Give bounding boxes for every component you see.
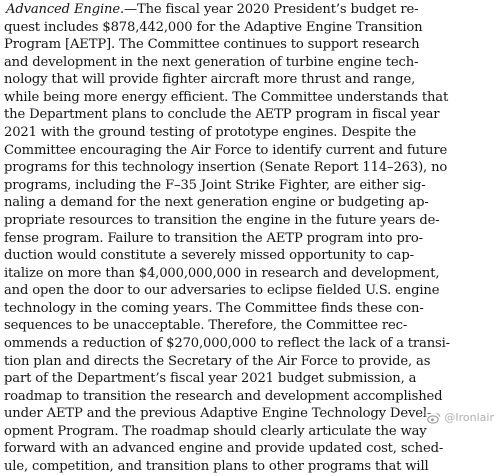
text-line: and development in the next generation of turbine engine tech- — [4, 54, 419, 70]
text-line: duction would constitute a severely missed opportunity to cap- — [4, 248, 414, 264]
text-line: opment Program. The roadmap should clearly articulate the way — [4, 423, 427, 439]
document-page — [4, 1, 496, 475]
text-line: sequences to be unacceptable. Therefore, the Committee rec- — [4, 318, 408, 334]
text-line-content: —The fiscal year 2020 President’s budget re- — [123, 2, 419, 17]
watermark-text: @Ironlair — [444, 411, 494, 424]
text-line: technology in the coming years. The Committee finds these con- — [4, 300, 424, 316]
text-line: while being more energy efficient. The Committee understands that — [4, 89, 449, 105]
text-line: programs for this technology insertion (Senate Report 114–263), no — [4, 160, 448, 176]
text-line: roadmap to transition the research and development accomplished — [4, 388, 443, 404]
text-line: under AETP and the previous Adaptive Engine Technology Devel- — [4, 406, 432, 422]
text-line: programs, including the F–35 Joint Strike Fighter, are either sig- — [4, 177, 426, 193]
text-line: propriate resources to transition the engine in the future years de- — [4, 212, 440, 228]
text-line: forward with an advanced engine and provide updated cost, sched- — [4, 441, 444, 457]
lead-heading: Advanced Engine. — [5, 2, 124, 17]
text-line: fense program. Failure to transition the AETP program into pro- — [4, 230, 423, 246]
text-line: part of the Department’s fiscal year 2021 budget submission, a — [4, 371, 417, 387]
text-line: italize on more than $4,000,000,000 in research and development, — [4, 265, 440, 281]
text-line: nology that will provide fighter aircraft more thrust and range, — [4, 72, 416, 88]
watermark — [425, 411, 496, 424]
text-line: 2021 with the ground testing of prototype engines. Despite the — [4, 125, 417, 141]
text-line: and open the door to our adversaries to eclipse fielded U.S. engine — [4, 283, 440, 299]
text-line: tion plan and directs the Secretary of the Air Force to provide, as — [4, 353, 431, 369]
text-line: Committee encouraging the Air Force to identify current and future — [4, 142, 448, 158]
text-line — [4, 1, 494, 19]
text-line: Program [AETP]. The Committee continues to support research — [4, 37, 420, 53]
text-line: ommends a reduction of $270,000,000 to reflect the lack of a transi- — [4, 335, 450, 351]
text-line: the Department plans to conclude the AETP program in fiscal year — [4, 107, 440, 123]
text-line: naling a demand for the next generation engine or budgeting ap- — [4, 195, 429, 211]
weibo-logo-icon — [427, 412, 441, 424]
text-line: ule, competition, and transition plans to other programs that will — [4, 459, 429, 475]
text-line: quest includes $878,442,000 for the Adaptive Engine Transition — [4, 19, 423, 35]
